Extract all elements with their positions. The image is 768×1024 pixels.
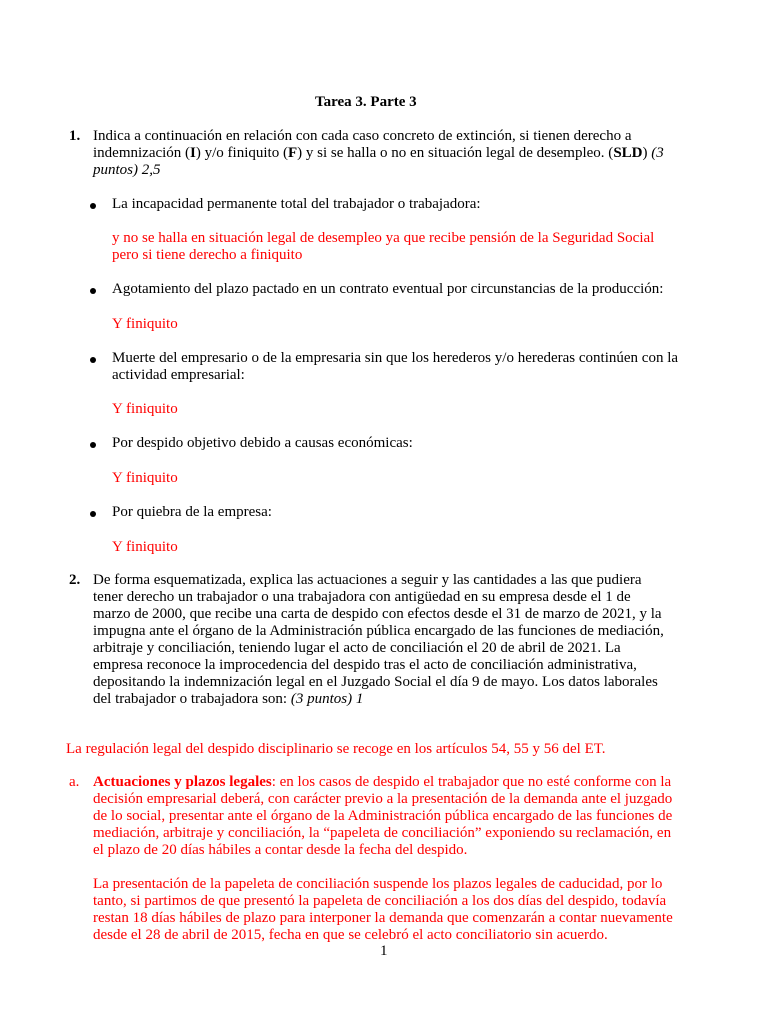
item-5-answer: Y finiquito [112, 539, 178, 555]
question-1-number: 1. [69, 128, 81, 144]
answer-2-a-heading: Actuaciones y plazos legales [93, 774, 272, 790]
answer-2-a-line: mediación, arbitraje y conciliación, la “papeleta de conciliación” exponiendo su reclamación, en [93, 825, 672, 841]
answer-2-intro: La regulación legal del despido disciplinario se recoge en los artículos 54, 55 y 56 del ET. [66, 741, 606, 757]
bullet-icon [90, 511, 96, 517]
question-1-line-3: puntos) 2,5 [93, 162, 161, 178]
question-1-line-1: Indica a continuación en relación con cada caso concreto de extinción, si tienen derecho a [93, 128, 632, 144]
answer-2-a-para2-line: restan 18 días hábiles de plazo para interponer la demanda que comenzarán a contar nuevamente [93, 910, 673, 926]
question-2-last-line: del trabajador o trabajadora son: (3 puntos) 1 [93, 691, 364, 707]
item-2-answer: Y finiquito [112, 316, 178, 332]
item-2-label: Agotamiento del plazo pactado en un contrato eventual por circunstancias de la producción: [112, 281, 664, 297]
question-2-line: De forma esquematizada, explica las actuaciones a seguir y las cantidades a las que pudiera [93, 572, 642, 588]
question-2-number: 2. [69, 572, 81, 588]
question-2-line: empresa reconoce la improcedencia del despido tras el acto de conciliación administrativa, [93, 657, 637, 673]
item-5-label: Por quiebra de la empresa: [112, 504, 272, 520]
item-4-answer: Y finiquito [112, 470, 178, 486]
answer-2-a-line-1: Actuaciones y plazos legales: en los casos de despido el trabajador que no esté conforme con la [93, 774, 672, 790]
question-2-line: depositando la indemnización legal en el Juzgado Social el día 9 de mayo. Los datos laborales [93, 674, 658, 690]
answer-2-a-para2-line: La presentación de la papeleta de conciliación suspende los plazos legales de caducidad, por lo [93, 876, 663, 892]
item-3-answer: Y finiquito [112, 401, 178, 417]
bullet-icon [90, 442, 96, 448]
question-1-line-2: indemnización (I) y/o finiquito (F) y si se halla o no en situación legal de desempleo. (SLD) (3 [93, 145, 664, 161]
answer-2-a-marker: a. [69, 774, 80, 790]
answer-2-a-line: decisión empresarial deberá, con carácter previo a la presentación de la demanda ante el juzgado [93, 791, 673, 807]
item-1-label: La incapacidad permanente total del trabajador o trabajadora: [112, 196, 481, 212]
answer-2-a-line: el plazo de 20 días hábiles a contar desde la fecha del despido. [93, 842, 468, 858]
page-number: 1 [380, 943, 388, 959]
answer-2-a-para2-line: tanto, si partimos de que presentó la papeleta de conciliación a los dos días del despido, todavía [93, 893, 667, 909]
bullet-icon [90, 288, 96, 294]
answer-2-a-para2-line: desde el 28 de abril de 2015, fecha en que se celebró el acto conciliatorio sin acuerdo. [93, 927, 608, 943]
question-2-line: tener derecho un trabajador o una trabajadora con antigüedad en su empresa desde el 1 de [93, 589, 631, 605]
bullet-icon [90, 203, 96, 209]
item-1-answer-line-1: y no se halla en situación legal de desempleo ya que recibe pensión de la Seguridad Social [112, 230, 655, 246]
item-3-label-line-1: Muerte del empresario o de la empresaria sin que los herederos y/o herederas continúen con la [112, 350, 679, 366]
answer-2-a-line: de lo social, presentar ante el órgano de la Administración pública encargado de las funciones de [93, 808, 673, 824]
question-2-line: impugna ante el órgano de la Administración pública encargado de las funciones de mediación, [93, 623, 664, 639]
bullet-icon [90, 357, 96, 363]
document-title: Tarea 3. Parte 3 [315, 94, 417, 110]
question-2-line: arbitraje y conciliación, teniendo lugar el acto de conciliación el 20 de abril de 2021. La [93, 640, 621, 656]
item-3-label-line-2: actividad empresarial: [112, 367, 245, 383]
item-1-answer-line-2: pero si tiene derecho a finiquito [112, 247, 303, 263]
item-4-label: Por despido objetivo debido a causas económicas: [112, 435, 413, 451]
question-2-line: marzo de 2000, que recibe una carta de despido con efectos desde el 31 de marzo de 2021, y la [93, 606, 662, 622]
